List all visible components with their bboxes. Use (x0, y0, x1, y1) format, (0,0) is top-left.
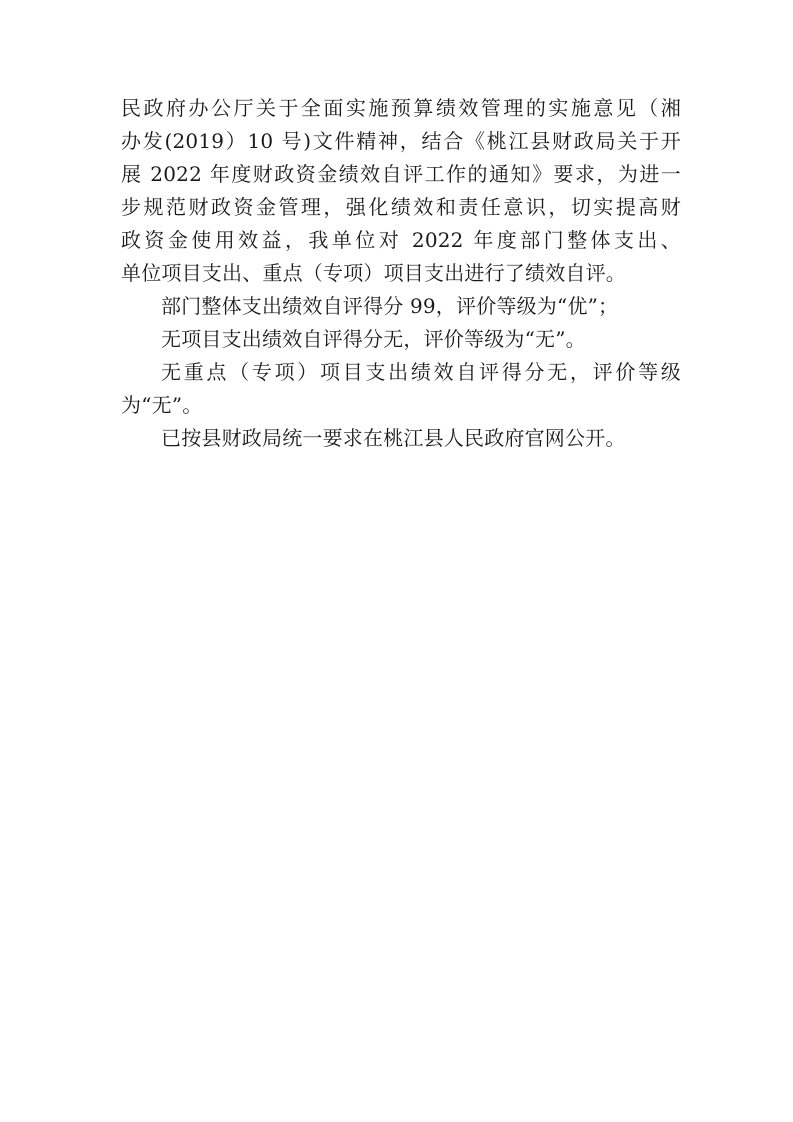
text-line: 政资金使用效益，我单位对 2022 年度部门整体支出、 (121, 228, 681, 252)
text-line: 步规范财政资金管理，强化绩效和责任意识，切实提高财 (121, 195, 681, 219)
text-line: 部门整体支出绩效自评得分 99，评价等级为“优”； (161, 294, 619, 318)
text-line: 无项目支出绩效自评得分无，评价等级为“无”。 (161, 327, 586, 351)
text-line: 为“无”。 (121, 393, 203, 417)
paragraph-publication (121, 422, 681, 455)
paragraph-key-project-score (121, 356, 681, 422)
paragraph-dept-score (121, 290, 681, 323)
text-line: 民政府办公厅关于全面实施预算绩效管理的实施意见（湘 (121, 96, 681, 120)
document-body (121, 92, 681, 455)
paragraph-project-score (121, 323, 681, 356)
paragraph-intro (121, 92, 681, 290)
text-line: 已按县财政局统一要求在桃江县人民政府官网公开。 (161, 426, 626, 450)
text-line: 办发(2019）10 号)文件精神，结合《桃江县财政局关于开 (121, 129, 681, 153)
text-line: 展 2022 年度财政资金绩效自评工作的通知》要求，为进一 (121, 162, 681, 186)
text-line: 无重点（专项）项目支出绩效自评得分无，评价等级 (161, 360, 681, 384)
text-line: 单位项目支出、重点（专项）项目支出进行了绩效自评。 (121, 261, 626, 285)
